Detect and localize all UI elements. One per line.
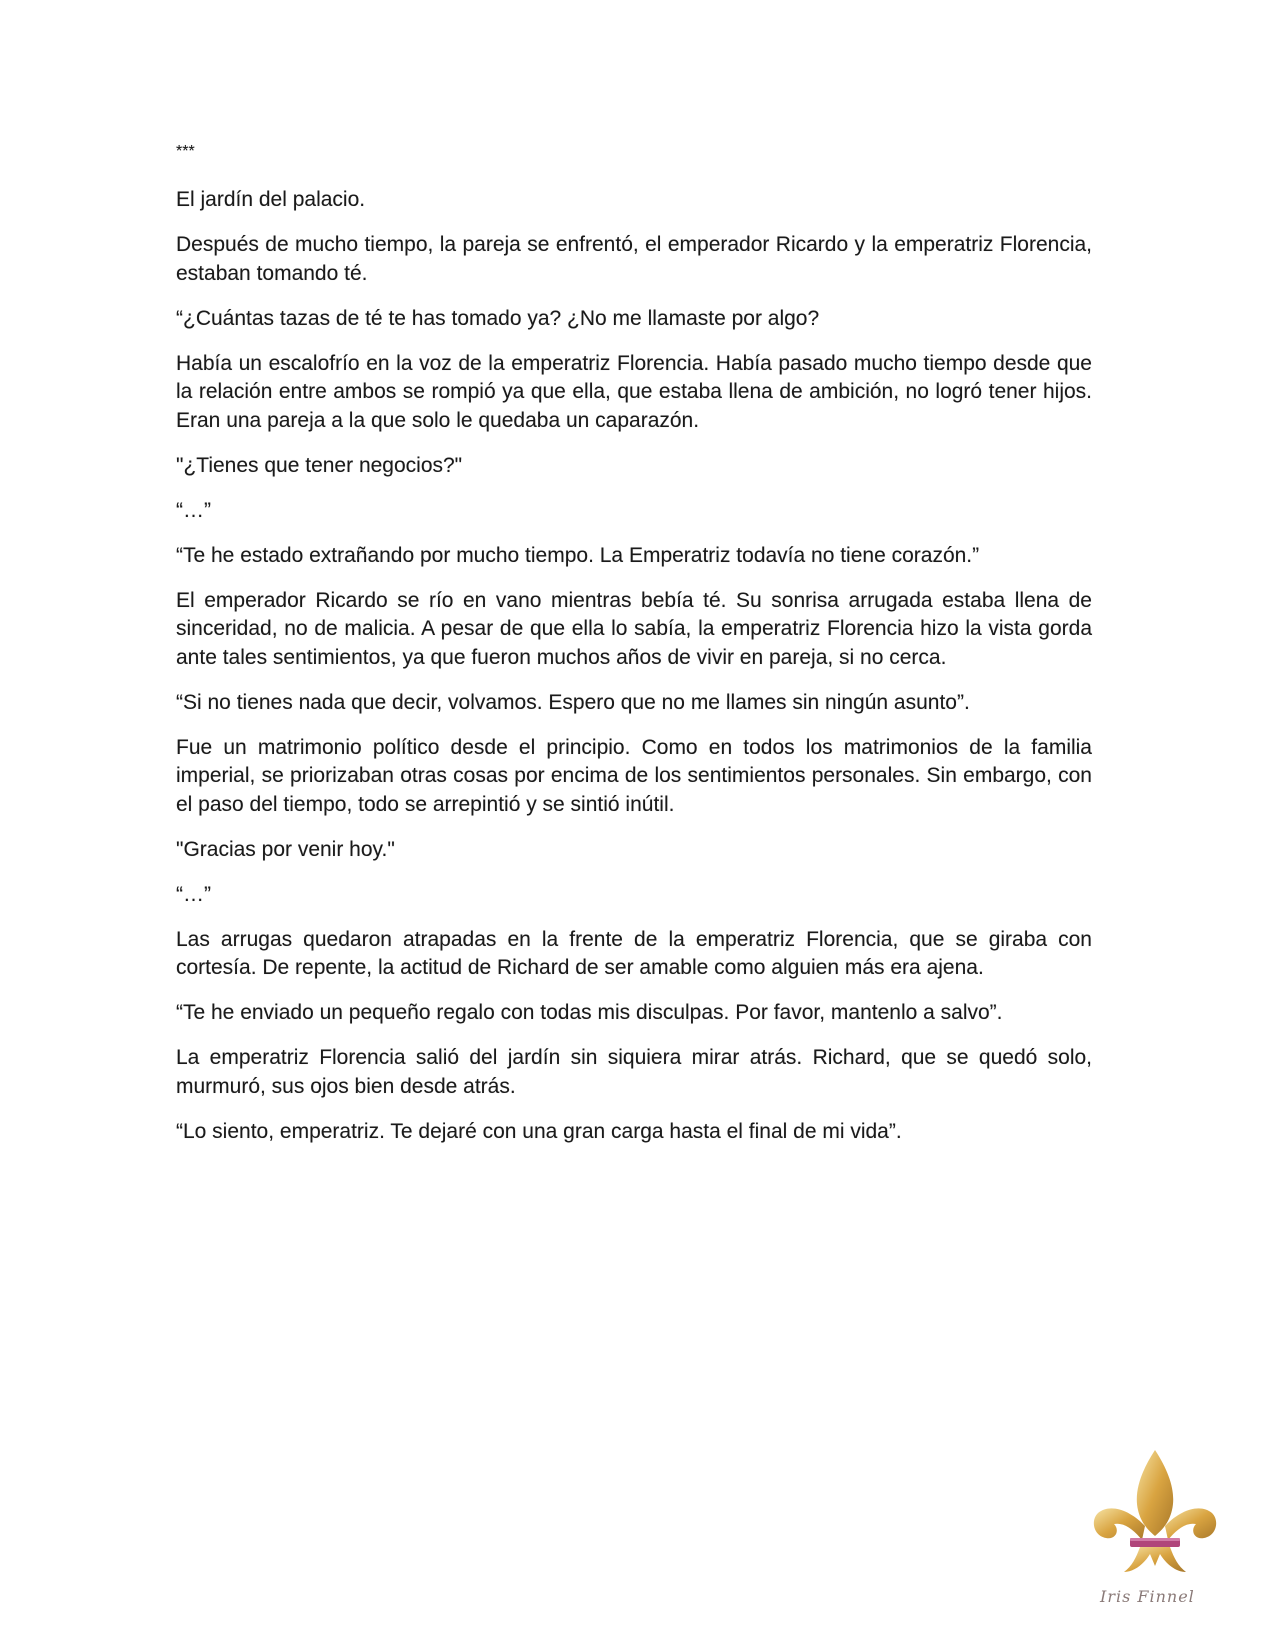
paragraph: Fue un matrimonio político desde el principio. Como en todos los matrimonios de la familia imperial, se priorizaban otras cosas por encima de los sentimientos personales. Sin embargo, con el paso del tiempo, todo se arrepintió y se sintió inútil. [176,735,1092,816]
paragraph: Después de mucho tiempo, la pareja se enfrentó, el emperador Ricardo y la emperatriz Florencia, estaban tomando té. [176,233,1092,285]
paragraph: Había un escalofrío en la voz de la emperatriz Florencia. Había pasado mucho tiempo desde que la relación entre ambos se rompió ya que ella, que estaba llena de ambición, no logró tener hijos. Eran una pareja a la que solo le quedaba un caparazón. [176,351,1092,432]
paragraph: La emperatriz Florencia salió del jardín sin siquiera mirar atrás. Richard, que se quedó solo, murmuró, sus ojos bien desde atrás. [176,1046,1092,1098]
document-body [176,140,1092,1163]
paragraph: Las arrugas quedaron atrapadas en la frente de la emperatriz Florencia, que se giraba con cortesía. De repente, la actitud de Richard de ser amable como alguien más era ajena. [176,927,1092,979]
dialogue-line: “¿Cuántas tazas de té te has tomado ya? ¿No me llamaste por algo? [176,306,820,330]
fleur-de-lis-icon [1090,1448,1220,1608]
dialogue-line: “Te he estado extrañando por mucho tiempo. La Emperatriz todavía no tiene corazón.” [176,543,980,567]
dialogue-line: "Gracias por venir hoy." [176,837,395,861]
section-separator: *** [176,143,195,160]
paragraph-scene-heading: El jardín del palacio. [176,188,366,211]
dialogue-line: “Te he enviado un pequeño regalo con todas mis disculpas. Por favor, mantenlo a salvo”. [176,1001,1003,1024]
paragraph: El emperador Ricardo se río en vano mientras bebía té. Su sonrisa arrugada estaba llena de sinceridad, no de malicia. A pesar de que ella lo sabía, la emperatriz Florencia hizo la vista gorda ante tales sentimientos, ya que fueron muchos años de vivir en pareja, si no cerca. [176,588,1092,669]
dialogue-line: "¿Tienes que tener negocios?" [176,453,463,477]
dialogue-line: “…” [176,882,211,906]
signature-watermark: Iris Finnel [1100,1587,1195,1606]
dialogue-line: “…” [176,498,211,522]
dialogue-line: “Si no tienes nada que decir, volvamos. Espero que no me llames sin ningún asunto”. [176,690,970,714]
dialogue-line: “Lo siento, emperatriz. Te dejaré con una gran carga hasta el final de mi vida”. [176,1119,902,1143]
